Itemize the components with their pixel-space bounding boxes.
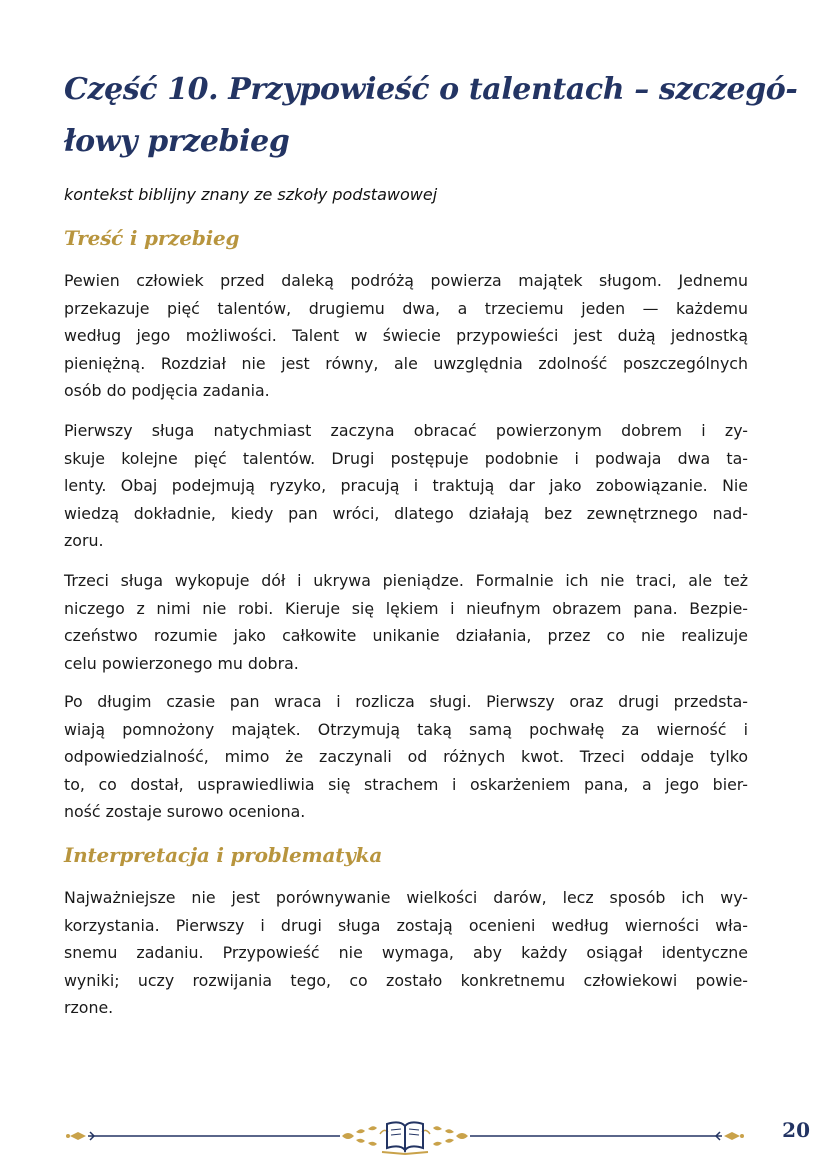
text-line: wiedzą dokładnie, kiedy pan wróci, dlatego działają bez zewnętrznego nad- xyxy=(64,503,748,523)
text-line: Po długim czasie pan wraca i rozlicza sługi. Pierwszy oraz drugi przedsta- xyxy=(64,692,748,711)
text-line: wyniki; uczy rozwijania tego, co zostało konkretnemu człowiekowi powie- xyxy=(64,970,748,990)
paragraph xyxy=(64,688,748,826)
title-line: łowy przebieg xyxy=(64,124,290,159)
text-line: Pewien człowiek przed daleką podróżą powierza majątek sługom. Jednemu xyxy=(64,271,748,290)
text-line: Najważniejsze nie jest porównywanie wielkości darów, lecz sposób ich wy- xyxy=(64,888,748,907)
text-line: niczego z nimi nie robi. Kieruje się lękiem i nieufnym obrazem pana. Bezpie- xyxy=(64,598,748,618)
subtitle: kontekst biblijny znany ze szkoły podstawowej xyxy=(64,185,438,204)
footer-ornament xyxy=(60,1112,750,1162)
text-line: zoru. xyxy=(64,531,104,550)
text-line: według jego możliwości. Talent w świecie przypowieści jest dużą jednostką xyxy=(64,326,748,345)
text-line: Pierwszy sługa natychmiast zaczyna obracać powierzonym dobrem i zy- xyxy=(64,421,748,440)
paragraph xyxy=(64,417,748,555)
text-line: osób do podjęcia zadania. xyxy=(64,381,270,400)
left-flourish-icon xyxy=(66,1132,340,1140)
text-line: czeństwo rozumie jako całkowite unikanie działania, przez co nie realizuje xyxy=(64,626,748,645)
text-line: pieniężną. Rozdział nie jest równy, ale uwzględnia zdolność poszczególnych xyxy=(64,353,748,373)
text-line: przekazuje pięć talentów, drugiemu dwa, a trzeciemu jeden — każdemu xyxy=(64,298,748,318)
paragraph xyxy=(64,567,748,677)
text-line: snemu zadaniu. Przypowieść nie wymaga, aby każdy osiągał identyczne xyxy=(64,943,748,962)
right-flourish-icon xyxy=(470,1132,744,1140)
section-heading-tresc: Treść i przebieg xyxy=(64,226,240,250)
text-line: lenty. Obaj podejmują ryzyko, pracują i traktują dar jako zobowiązanie. Nie xyxy=(64,476,748,495)
text-line: skuje kolejne pięć talentów. Drugi postępuje podobnie i podwaja dwa ta- xyxy=(64,448,748,468)
text-line: rzone. xyxy=(64,998,114,1017)
text-line: to, co dostał, usprawiedliwia się strachem i oskarżeniem pana, a jego bier- xyxy=(64,774,748,794)
text-line: korzystania. Pierwszy i drugi sługa zostają ocenieni według wierności wła- xyxy=(64,915,748,935)
title-line: Część 10. Przypowieść o talentach – szczegó- xyxy=(64,72,798,107)
text-line: Trzeci sługa wykopuje dół i ukrywa pieniądze. Formalnie ich nie traci, ale też xyxy=(64,571,748,590)
text-line: ność zostaje surowo oceniona. xyxy=(64,802,306,821)
open-book-icon xyxy=(382,1122,428,1154)
text-line: odpowiedzialność, mimo że zaczynali od różnych kwot. Trzeci oddaje tylko xyxy=(64,747,748,766)
page-title xyxy=(64,64,798,168)
page-number: 20 xyxy=(782,1118,810,1142)
paragraph xyxy=(64,267,748,405)
section-heading-interpretacja: Interpretacja i problematyka xyxy=(64,843,383,867)
text-line: celu powierzonego mu dobra. xyxy=(64,653,299,673)
paragraph xyxy=(64,884,748,1022)
text-line: wiają pomnożony majątek. Otrzymują taką samą pochwałę za wierność i xyxy=(64,719,748,739)
